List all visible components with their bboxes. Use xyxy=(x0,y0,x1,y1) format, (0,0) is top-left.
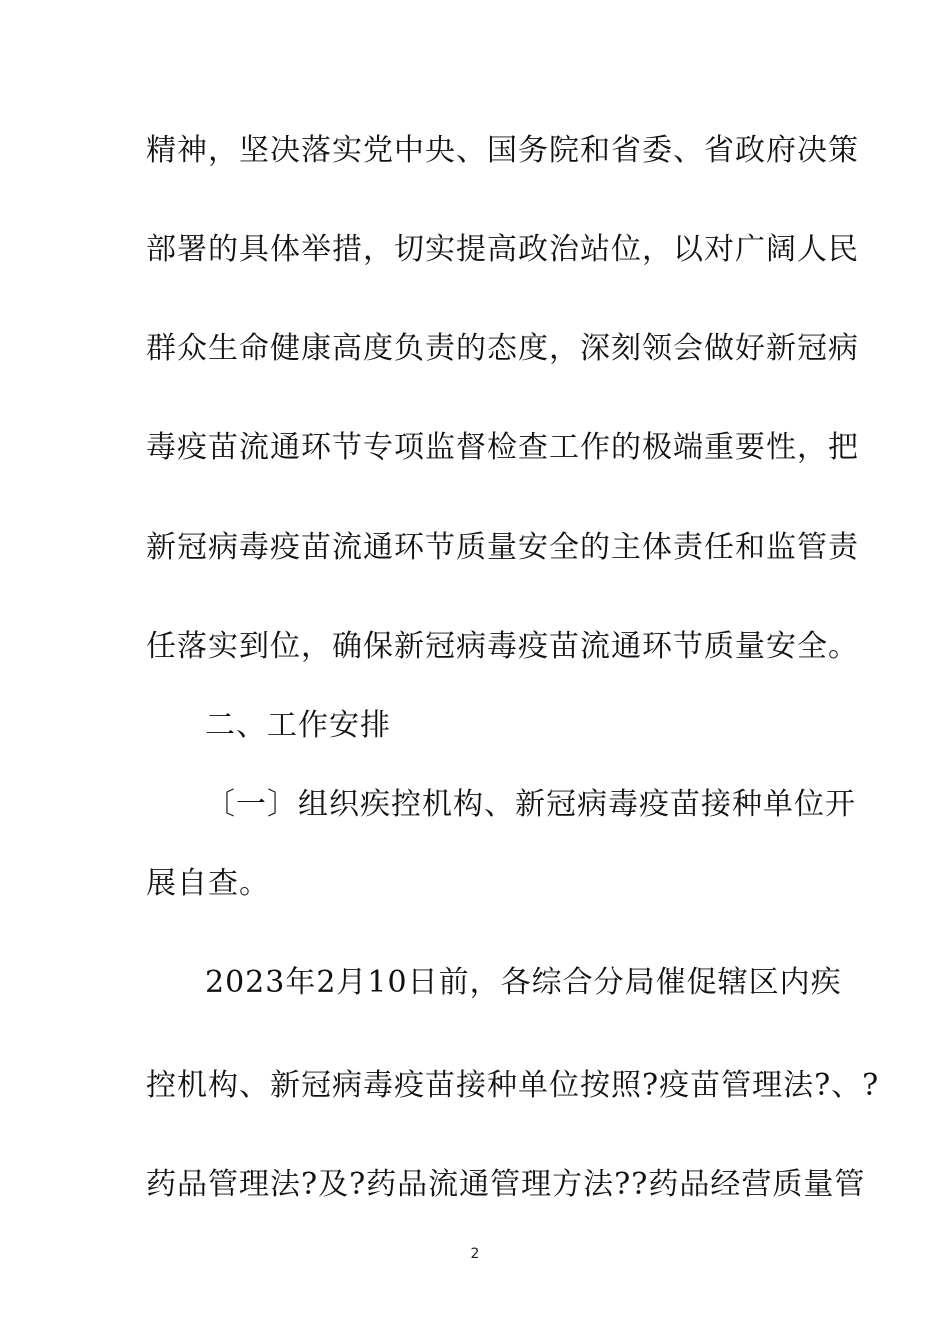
body-text-line: 精神，坚决落实党中央、国务院和省委、省政府决策 xyxy=(146,133,859,168)
body-text-line: 药品管理法?及?药品流通管理方法??药品经营质量管 xyxy=(146,1167,866,1202)
subsection-heading: 〔一〕组织疾控机构、新冠病毒疫苗接种单位开 xyxy=(205,787,856,822)
page-number: 2 xyxy=(470,1246,480,1262)
subsection-heading-continued: 展自查。 xyxy=(146,866,270,901)
section-heading: 二、工作安排 xyxy=(205,708,391,743)
body-text-line: 部署的具体举措，切实提高政治站位，以对广阔人民 xyxy=(146,232,859,267)
body-text-line: 新冠病毒疫苗流通环节质量安全的主体责任和监管责 xyxy=(146,530,859,565)
body-text-line: 群众生命健康高度负责的态度，深刻领会做好新冠病 xyxy=(146,331,859,366)
body-text-line: 任落实到位，确保新冠病毒疫苗流通环节质量安全。 xyxy=(146,629,859,664)
body-text-line: 2023年2月10日前，各综合分局催促辖区内疾 xyxy=(205,965,842,1000)
body-text-line: 毒疫苗流通环节专项监督检查工作的极端重要性，把 xyxy=(146,430,859,465)
body-text-line: 控机构、新冠病毒疫苗接种单位按照?疫苗管理法?、? xyxy=(146,1068,880,1103)
